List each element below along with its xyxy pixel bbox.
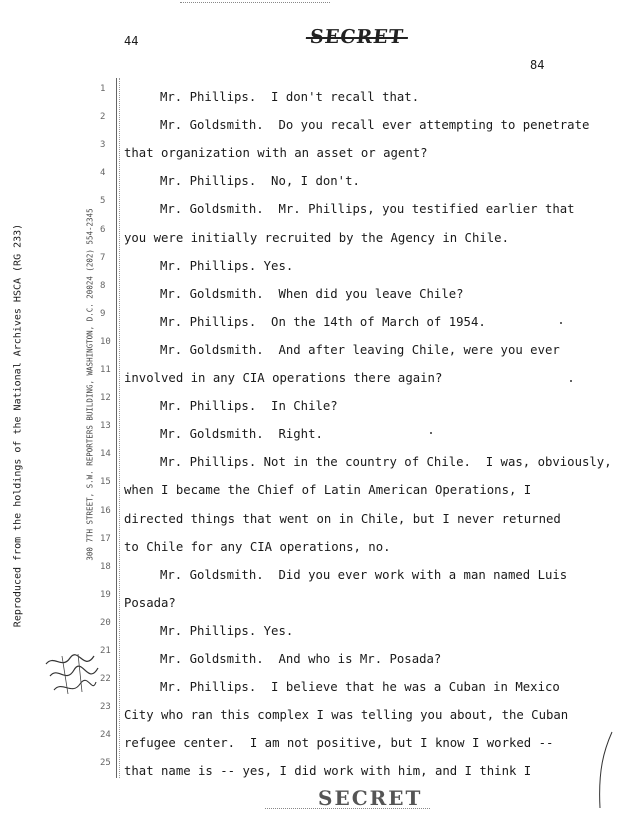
line-number: 1 (100, 84, 106, 94)
transcript-line: to Chile for any CIA operations, no. (124, 539, 391, 554)
bottom-edge-rule (265, 808, 430, 813)
line-number: 25 (100, 758, 111, 769)
transcript-line: Mr. Phillips. On the 14th of March of 1954. (160, 314, 486, 329)
stray-mark (570, 380, 572, 382)
transcript-line: Mr. Goldsmith. Mr. Phillips, you testified earlier that (160, 202, 575, 217)
line-number: 11 (100, 365, 111, 375)
transcript-line: that name is -- yes, I did work with him, and I think I (124, 764, 532, 779)
line-number: 17 (100, 533, 111, 544)
transcript-line: Mr. Goldsmith. And after leaving Chile, were you ever (160, 342, 560, 357)
line-number: 21 (100, 646, 111, 656)
transcript-line: you were initially recruited by the Agency in Chile. (124, 230, 509, 245)
transcript-line: Mr. Phillips. In Chile? (160, 399, 338, 414)
page-number-left: 44 (124, 34, 139, 48)
line-number: 13 (100, 421, 111, 432)
secret-stamp-bottom: SECRET (318, 786, 423, 810)
line-number: 22 (100, 674, 111, 685)
line-number: 20 (100, 617, 111, 628)
transcript-line: Mr. Phillips. Yes. (160, 623, 294, 638)
transcript-line: involved in any CIA operations there again? (124, 371, 443, 385)
transcript-line: City who ran this complex I was telling you about, the Cuban (124, 708, 569, 723)
transcript-line: Mr. Goldsmith. Do you recall ever attempting to penetrate (160, 118, 590, 133)
line-number: 9 (100, 308, 106, 319)
line-number: 7 (100, 252, 106, 263)
line-number: 8 (100, 280, 106, 291)
line-number: 10 (100, 336, 111, 347)
archive-credit: Reproduced from the holdings of the National Archives HSCA (RG 233) (12, 223, 24, 628)
transcript-line: Mr. Phillips. I don't recall that. (160, 90, 420, 104)
line-number: 4 (100, 168, 106, 179)
stray-mark (560, 322, 562, 324)
line-number: 24 (100, 730, 111, 741)
stray-mark (430, 432, 432, 434)
transcript-line: Mr. Phillips. I believe that he was a Cuban in Mexico (160, 680, 560, 695)
line-number: 23 (100, 702, 111, 713)
line-number: 3 (100, 140, 106, 151)
line-number: 12 (100, 393, 111, 404)
line-number: 6 (100, 224, 106, 235)
transcript-line: Mr. Goldsmith. And who is Mr. Posada? (160, 652, 442, 666)
transcript-line: that organization with an asset or agent? (124, 146, 428, 161)
transcript-line: directed things that went on in Chile, but I never returned (124, 511, 561, 526)
line-number: 15 (100, 477, 111, 488)
transcript-line: Mr. Phillips. No, I don't. (160, 174, 360, 189)
handwritten-initials (42, 650, 102, 698)
line-number: 2 (100, 112, 106, 123)
transcript-line: when I became the Chief of Latin American Operations, I (124, 483, 532, 498)
line-number: 19 (100, 589, 111, 600)
reporter-address: 300 7TH STREET, S.W. REPORTERS BUILDING, WASHINGTON, D.C. 20024 (202) 554-2345 (85, 208, 95, 561)
transcript-line: Mr. Phillips. Yes. (160, 258, 294, 273)
margin-rule-inner (119, 78, 120, 778)
transcript-line: Mr. Phillips. Not in the country of Chile. I was, obviously, (160, 455, 612, 470)
line-number: 16 (100, 505, 111, 516)
transcript-line: Mr. Goldsmith. When did you leave Chile? (160, 286, 464, 301)
margin-rule (116, 78, 117, 778)
line-number: 18 (100, 561, 111, 572)
transcript-line: Posada? (124, 595, 176, 610)
line-number: 5 (100, 196, 106, 207)
transcript-line: Mr. Goldsmith. Did you ever work with a man named Luis (160, 567, 568, 582)
secret-stamp-top: SECRET (308, 26, 405, 48)
line-number: 14 (100, 449, 111, 460)
page-number-right: 84 (530, 58, 545, 72)
top-edge-rule (180, 2, 330, 3)
margin-pen-stroke (590, 730, 620, 810)
transcript-line: refugee center. I am not positive, but I know I worked -- (124, 736, 554, 751)
transcript-line: Mr. Goldsmith. Right. (160, 427, 323, 442)
